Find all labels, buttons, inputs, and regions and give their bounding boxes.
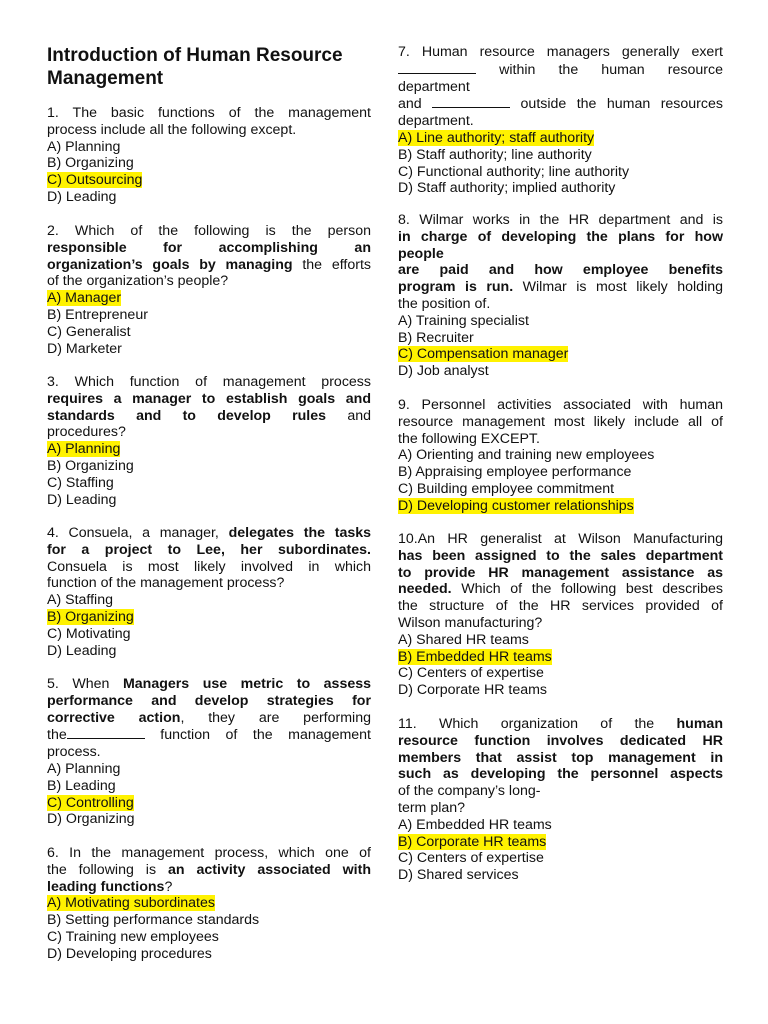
answer-option	[47, 643, 371, 660]
question-text: function of the management	[144, 727, 371, 744]
question-stem	[398, 716, 723, 817]
question-text: term plan?	[398, 799, 466, 816]
question-line	[398, 212, 723, 229]
question-line	[398, 246, 723, 263]
emphasis-text: an activity associated with	[168, 861, 371, 878]
question-line	[47, 391, 371, 408]
question-9	[398, 397, 723, 515]
question-stem	[398, 397, 723, 447]
question-text: 6. In the management process, which one of	[47, 845, 371, 861]
question-stem	[398, 44, 723, 130]
answer-option	[398, 330, 723, 347]
emphasis-text: responsible for accomplishing an	[47, 239, 371, 256]
answer-option	[47, 912, 371, 929]
question-7	[398, 44, 723, 197]
answer-option	[47, 778, 371, 795]
option-text: A) Embedded HR teams	[398, 816, 552, 833]
answer-option	[47, 592, 371, 609]
answer-option	[47, 492, 371, 509]
question-text: the	[47, 727, 67, 744]
option-text: B) Organizing	[47, 457, 134, 474]
answer-option-highlighted	[398, 649, 723, 666]
question-line	[47, 408, 371, 425]
question-line	[398, 61, 723, 79]
question-11	[398, 716, 723, 884]
title-line-1: Introduction of Human Resource	[47, 45, 343, 66]
question-line	[398, 397, 723, 414]
emphasis-text: corrective action	[47, 709, 181, 726]
answer-option	[398, 481, 723, 498]
answer-option	[398, 632, 723, 649]
answer-blank	[67, 726, 145, 739]
answer-option-highlighted	[47, 609, 371, 626]
question-line	[398, 95, 723, 113]
question-line	[398, 113, 723, 130]
question-text: within the human resource	[476, 61, 723, 78]
emphasis-text: organization’s goals by managing	[47, 256, 293, 273]
answer-option	[47, 811, 371, 828]
option-text: A) Line authority; staff authority	[398, 129, 595, 146]
question-line	[398, 565, 723, 582]
question-line	[47, 862, 371, 879]
answer-option-highlighted	[398, 346, 723, 363]
question-line	[398, 229, 723, 246]
emphasis-text: such as developing the personnel aspects	[398, 766, 723, 783]
question-4	[47, 525, 371, 659]
answer-option-highlighted	[47, 795, 371, 812]
question-text: Wilson manufacturing?	[398, 614, 543, 631]
answer-option	[47, 307, 371, 324]
answer-option	[47, 341, 371, 358]
question-text: of the company’s long-	[398, 783, 541, 800]
question-line	[398, 414, 723, 431]
answer-option	[398, 464, 723, 481]
question-text: Which of the following best describes	[451, 581, 723, 598]
question-text: outside the human resources	[510, 96, 723, 113]
answer-option	[398, 817, 723, 834]
question-line	[398, 79, 723, 96]
question-line	[47, 744, 371, 761]
option-text: C) Outsourcing	[47, 172, 143, 189]
question-text: the structure of the HR services provided of	[398, 598, 723, 615]
question-line	[47, 105, 371, 122]
option-text: A) Planning	[47, 138, 121, 155]
emphasis-text: members that assist top management in	[398, 749, 723, 766]
question-text: 2. Which of the following is the person	[47, 223, 371, 239]
answer-option-highlighted	[47, 441, 371, 458]
emphasis-text: Managers use metric to assess	[122, 676, 372, 692]
option-text: B) Setting performance standards	[47, 912, 260, 929]
question-text: 1. The basic functions of the management	[47, 105, 371, 121]
question-text: 8. Wilmar works in the HR department and is	[398, 212, 723, 228]
emphasis-text: people	[398, 245, 444, 262]
question-line	[398, 296, 723, 313]
option-text: A) Motivating subordinates	[47, 895, 215, 912]
title-line-2: Management	[47, 68, 164, 89]
question-line	[398, 279, 723, 296]
question-line	[398, 44, 723, 61]
option-text: B) Organizing	[47, 608, 134, 625]
option-text: A) Manager	[47, 290, 122, 307]
question-line	[398, 716, 723, 733]
question-line	[47, 676, 371, 693]
option-text: B) Embedded HR teams	[398, 648, 552, 665]
question-stem	[47, 676, 371, 761]
question-line	[398, 750, 723, 767]
question-text: ?	[164, 878, 173, 895]
question-text: and	[326, 407, 371, 424]
emphasis-text: standards and to develop rules	[47, 407, 327, 424]
option-text: A) Training specialist	[398, 312, 529, 329]
option-text: C) Staffing	[47, 474, 114, 491]
emphasis-text: human	[676, 716, 723, 732]
answer-option	[398, 363, 723, 380]
option-text: A) Staffing	[47, 592, 113, 609]
question-line	[398, 262, 723, 279]
emphasis-text: resource function involves dedicated HR	[398, 732, 723, 749]
emphasis-text: to provide HR management assistance as	[398, 564, 723, 581]
question-line	[47, 575, 371, 592]
answer-option	[398, 147, 723, 164]
question-text: 4. Consuela, a manager,	[47, 525, 229, 541]
option-text: C) Building employee commitment	[398, 480, 615, 497]
emphasis-text: for a project to Lee, her subordinates.	[47, 541, 371, 558]
answer-option	[47, 929, 371, 946]
answer-option	[398, 447, 723, 464]
question-text: department.	[398, 113, 474, 130]
answer-option	[398, 164, 723, 181]
question-text: 7. Human resource managers generally exert	[398, 44, 723, 60]
question-text: 9. Personnel activities associated with human	[398, 397, 723, 413]
question-line	[398, 800, 723, 817]
question-text: the following is	[47, 861, 168, 878]
option-text: A) Planning	[47, 441, 121, 458]
option-text: B) Leading	[47, 777, 116, 794]
question-line	[47, 257, 371, 274]
answer-option	[47, 189, 371, 206]
question-stem	[398, 531, 723, 632]
emphasis-text: leading functions	[47, 878, 165, 895]
question-text: 10.An HR generalist at Wilson Manufacturing	[398, 531, 723, 547]
question-text: 11. Which organization of the	[398, 716, 677, 732]
answer-option	[47, 946, 371, 963]
question-line	[47, 374, 371, 391]
answer-option	[398, 850, 723, 867]
question-6	[47, 845, 371, 963]
question-line	[47, 879, 371, 896]
question-line	[47, 424, 371, 441]
emphasis-text: delegates the tasks	[228, 525, 372, 541]
question-2	[47, 223, 371, 357]
question-line	[47, 122, 371, 139]
emphasis-text: in charge of developing the plans for how	[398, 228, 723, 245]
question-line	[398, 431, 723, 448]
question-stem	[47, 374, 371, 441]
option-text: C) Compensation manager	[398, 346, 569, 363]
option-text: C) Centers of expertise	[398, 665, 544, 682]
question-stem	[47, 105, 371, 139]
option-text: C) Controlling	[47, 794, 134, 811]
answer-option	[398, 682, 723, 699]
answer-option	[398, 180, 723, 197]
question-5	[47, 676, 371, 828]
option-text: C) Functional authority; line authority	[398, 163, 630, 180]
question-text: procedures?	[47, 424, 126, 441]
option-text: D) Staff authority; implied authority	[398, 180, 616, 197]
question-stem	[47, 525, 371, 592]
option-text: A) Planning	[47, 760, 121, 777]
answer-option-highlighted	[47, 172, 371, 189]
question-line	[47, 273, 371, 290]
question-line	[47, 559, 371, 576]
option-text: A) Shared HR teams	[398, 631, 529, 648]
option-text: B) Corporate HR teams	[398, 833, 547, 850]
question-text: process include all the following except.	[47, 121, 297, 138]
question-text: 3. Which function of management process	[47, 374, 371, 390]
answer-option	[47, 324, 371, 341]
question-text: of the organization’s people?	[47, 273, 229, 290]
question-text: and	[398, 96, 433, 113]
question-line	[47, 223, 371, 240]
option-text: D) Developing procedures	[47, 945, 212, 962]
question-text: , they are performing	[180, 709, 371, 726]
option-text: B) Recruiter	[398, 329, 474, 346]
answer-option	[47, 626, 371, 643]
question-line	[398, 783, 723, 800]
question-text: the position of.	[398, 295, 491, 312]
question-line	[47, 845, 371, 862]
option-text: B) Staff authority; line authority	[398, 146, 592, 163]
question-stem	[398, 212, 723, 313]
option-text: C) Training new employees	[47, 928, 219, 945]
question-line	[398, 733, 723, 750]
question-text: function of the management process?	[47, 575, 285, 592]
question-3	[47, 374, 371, 508]
answer-blank	[432, 95, 510, 108]
question-text: the efforts	[292, 256, 371, 273]
question-line	[398, 598, 723, 615]
option-text: D) Leading	[47, 642, 117, 659]
answer-option-highlighted	[398, 834, 723, 851]
answer-option-highlighted	[398, 130, 723, 147]
answer-option	[47, 761, 371, 778]
question-line	[398, 531, 723, 548]
answer-blank	[398, 61, 476, 74]
answer-option	[398, 867, 723, 884]
question-text: resource management most likely include all of	[398, 413, 723, 430]
option-text: B) Organizing	[47, 155, 134, 172]
question-text: process.	[47, 744, 101, 761]
page-title	[47, 44, 377, 90]
option-text: D) Shared services	[398, 867, 519, 884]
option-text: D) Developing customer relationships	[398, 497, 634, 514]
question-line	[398, 581, 723, 598]
answer-option	[47, 475, 371, 492]
answer-option	[47, 139, 371, 156]
question-8	[398, 212, 723, 380]
option-text: C) Motivating	[47, 625, 131, 642]
question-line	[398, 615, 723, 632]
question-text: Wilmar is most likely holding	[513, 279, 723, 296]
question-stem	[47, 223, 371, 290]
option-text: D) Corporate HR teams	[398, 682, 548, 699]
question-line	[47, 726, 371, 744]
emphasis-text: needed.	[398, 581, 452, 598]
question-10	[398, 531, 723, 699]
answer-option	[398, 313, 723, 330]
answer-option	[398, 665, 723, 682]
answer-option-highlighted	[47, 895, 371, 912]
question-text: department	[398, 78, 470, 95]
question-text: the following EXCEPT.	[398, 430, 540, 447]
answer-option	[47, 155, 371, 172]
question-line	[47, 525, 371, 542]
option-text: D) Marketer	[47, 340, 122, 357]
option-text: B) Appraising employee performance	[398, 464, 632, 481]
option-text: C) Centers of expertise	[398, 850, 544, 867]
emphasis-text: performance and develop strategies for	[47, 692, 371, 709]
option-text: D) Organizing	[47, 811, 135, 828]
emphasis-text: are paid and how employee benefits	[398, 262, 723, 279]
question-line	[47, 240, 371, 257]
option-text: B) Entrepreneur	[47, 306, 148, 323]
question-text: 5. When	[47, 676, 123, 692]
question-line	[398, 766, 723, 783]
question-1	[47, 105, 371, 206]
option-text: D) Leading	[47, 188, 117, 205]
answer-option-highlighted	[398, 498, 723, 515]
emphasis-text: requires a manager to establish goals and	[47, 390, 371, 407]
option-text: C) Generalist	[47, 323, 131, 340]
question-line	[398, 548, 723, 565]
option-text: D) Job analyst	[398, 363, 489, 380]
answer-option-highlighted	[47, 290, 371, 307]
answer-option	[47, 458, 371, 475]
question-stem	[47, 845, 371, 895]
question-line	[47, 693, 371, 710]
option-text: A) Orienting and training new employees	[398, 447, 655, 464]
option-text: D) Leading	[47, 491, 117, 508]
question-text: Consuela is most likely involved in which	[47, 558, 371, 575]
emphasis-text: program is run.	[398, 279, 514, 296]
question-line	[47, 710, 371, 727]
emphasis-text: has been assigned to the sales department	[398, 547, 723, 564]
question-line	[47, 542, 371, 559]
